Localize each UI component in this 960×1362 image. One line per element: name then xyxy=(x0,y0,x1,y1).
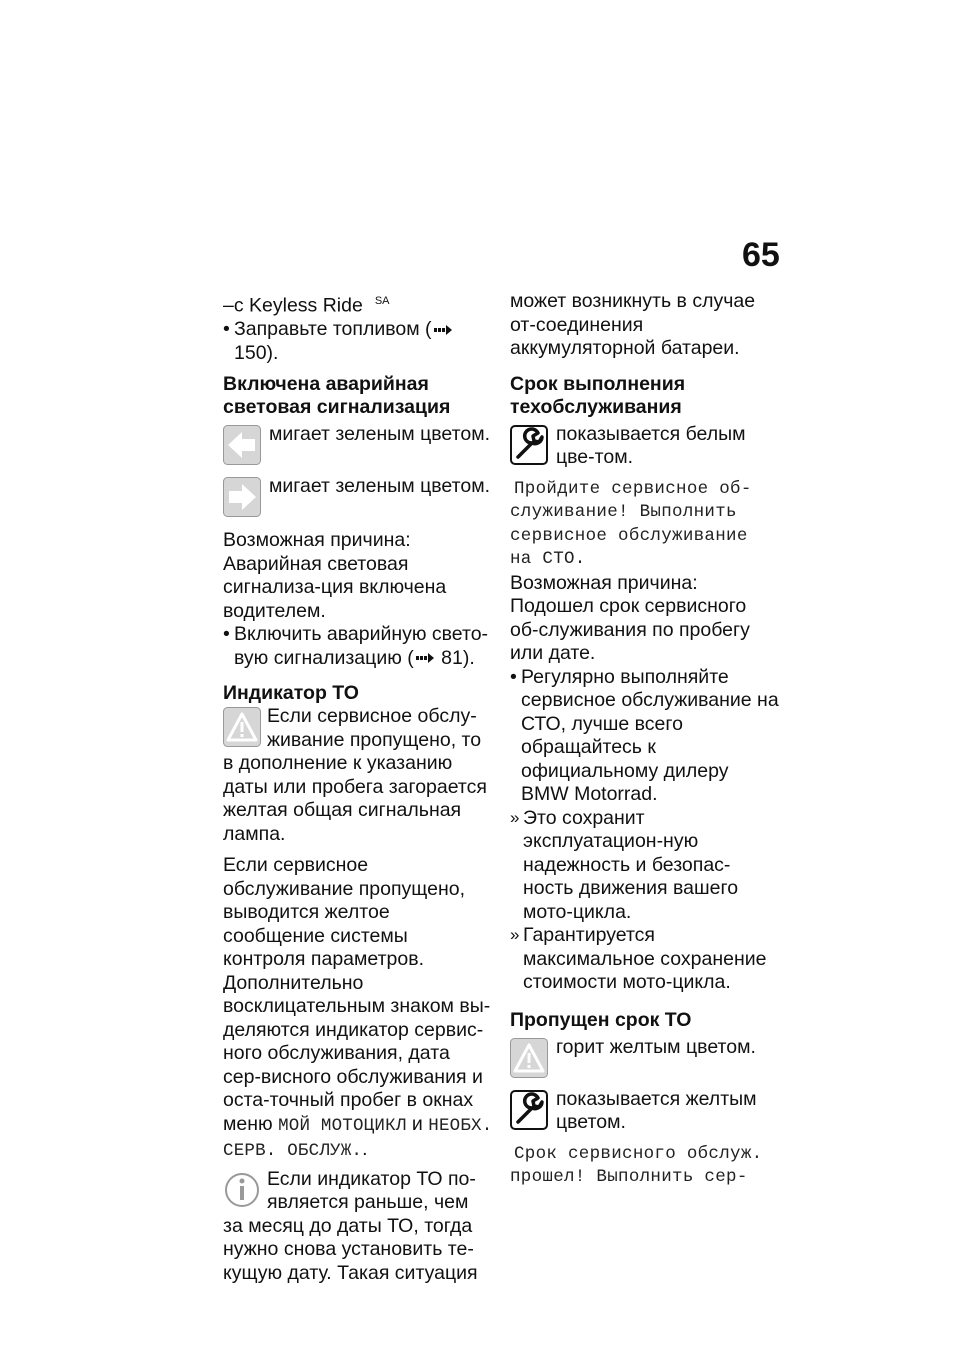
service-paragraph: Если сервисное обслуживание пропущено, выводится желтое сообщение системы контроля параметров. Дополнительно восклицательным знаком вы-деляются индикатор сервис-ного обслуживания, дата сер-висного обслуживания и оста-точный пробег в окнах меню МОЙ МОТОЦИКЛ и НЕОБХ. СЕРВ. ОБСЛУЖ.. xyxy=(223,854,493,1161)
turn-signal-left-icon xyxy=(223,425,261,465)
warning-triangle-icon xyxy=(223,707,261,747)
due-chev-2: » Гарантируется максимальное сохранение стоимости мото-цикла. xyxy=(510,924,780,995)
wrench-icon xyxy=(510,1090,548,1130)
missed-display-message: Срок сервисного обслуж. прошел! Выполнить сер- xyxy=(510,1143,763,1187)
page-number: 65 xyxy=(742,236,780,274)
right-arrow-text: мигает зеленым цветом. xyxy=(269,475,491,497)
missed-warning-text: горит желтым цветом. xyxy=(556,1035,756,1058)
right-arrow-row xyxy=(223,475,493,517)
missed-warning-row xyxy=(510,1036,780,1078)
left-column xyxy=(223,290,493,1285)
hazard-cause-text: Аварийная световая сигнализа-ция включена водителем. xyxy=(223,552,447,622)
sa-superscript: SA xyxy=(374,295,390,307)
menu-my-motorcycle: МОЙ МОТОЦИКЛ xyxy=(278,1115,407,1136)
due-wrench-text: показывается белым цве-том. xyxy=(556,422,746,468)
due-cause-label: Возможная причина: xyxy=(510,571,698,594)
due-chev-1: » Это сохранит эксплуатацион-ную надежность и безопас-ность движения вашего мото-цикла. xyxy=(510,807,780,925)
due-display-message: Пройдите сервисное об-служивание! Выполнить сервисное обслуживание на СТО. xyxy=(510,478,752,569)
right-column xyxy=(510,290,780,1190)
left-arrow-row xyxy=(223,423,493,465)
due-cause-text: Подошел срок сервисного об-служивания по пробегу или дате. xyxy=(510,595,750,664)
wrench-icon xyxy=(510,425,548,465)
missed-wrench-text: показывается желтым цветом. xyxy=(556,1087,757,1133)
info-paragraph: Если индикатор ТО по-является раньше, чем за месяц до даты ТО, тогда нужно снова установить те-кущую дату. Такая ситуация xyxy=(223,1167,478,1284)
keyless-line: –с Keyless Ride $^{SA}$ xyxy=(223,294,390,317)
warning-triangle-icon xyxy=(510,1038,548,1078)
left-arrow-text: мигает зеленым цветом. xyxy=(269,423,491,445)
due-heading: Срок выполнения техобслуживания xyxy=(510,372,686,418)
page-reference-arrow-icon xyxy=(434,325,452,335)
battery-continued-text: может возникнуть в случае от-соединения аккумуляторной батареи. xyxy=(510,290,756,359)
info-icon xyxy=(223,1170,261,1210)
page-reference-arrow-icon xyxy=(416,653,434,663)
missed-wrench-row xyxy=(510,1088,780,1135)
due-wrench-row xyxy=(510,423,780,470)
service-warning-paragraph: Если сервисное обслу-живание пропущено, то в дополнение к указанию даты или пробега загорается желтая общая сигнальная лампа. xyxy=(223,705,487,845)
menu-service-required: НЕОБХ. СЕРВ. ОБСЛУЖ. xyxy=(223,1115,493,1161)
due-bullet: • Регулярно выполняйте сервисное обслуживание на СТО, лучше всего обращайтесь к официальному дилеру BMW Motorrad. xyxy=(510,666,780,807)
service-heading: Индикатор ТО xyxy=(223,682,359,704)
hazard-bullet: • Включить аварийную свето-вую сигнализацию ( 81). xyxy=(223,623,493,670)
hazard-heading: Включена аварийная световая сигнализация xyxy=(223,373,451,418)
missed-heading: Пропущен срок ТО xyxy=(510,1008,692,1031)
hazard-cause-label: Возможная причина: xyxy=(223,529,411,551)
refuel-bullet: • Заправьте топливом ( 150). xyxy=(223,318,493,365)
turn-signal-right-icon xyxy=(223,477,261,517)
